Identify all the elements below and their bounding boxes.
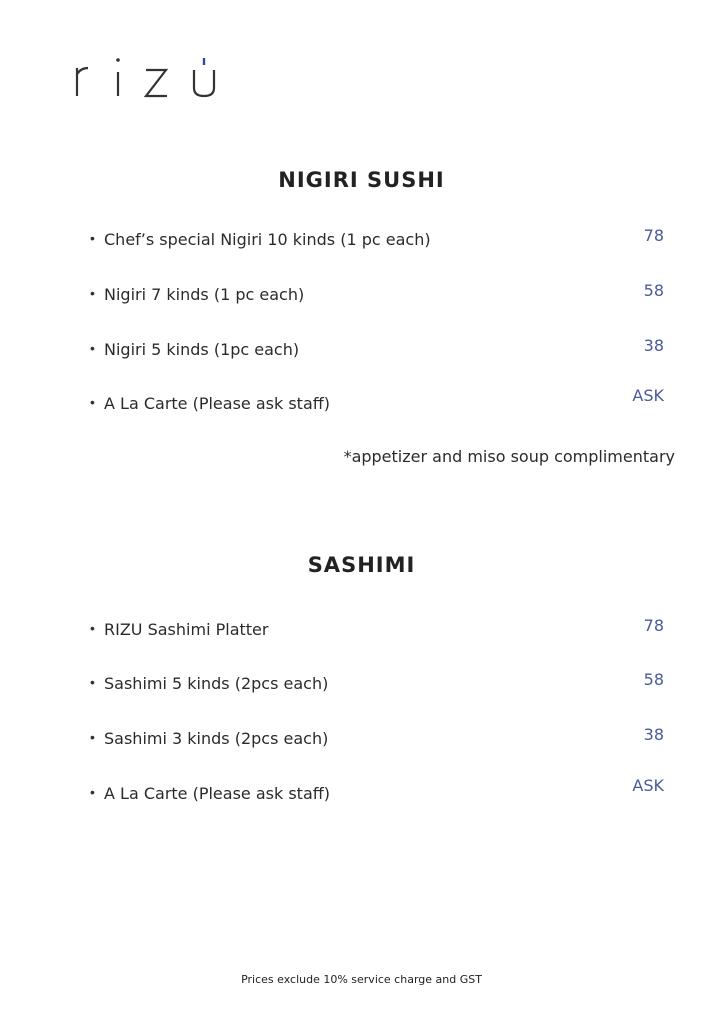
item-price: 38 — [643, 725, 664, 744]
menu-item — [90, 336, 666, 370]
bullet-icon: • — [90, 620, 95, 636]
item-price: 78 — [643, 616, 664, 635]
bullet-icon: • — [90, 784, 95, 800]
bullet-icon: • — [90, 230, 95, 246]
rizu-logo — [74, 56, 224, 102]
item-name: A La Carte (Please ask staff) — [104, 394, 331, 413]
rizu-wordmark-logo-icon — [74, 56, 224, 102]
item-name: Sashimi 3 kinds (2pcs each) — [104, 729, 329, 748]
menu-item — [90, 386, 666, 424]
item-name: Nigiri 7 kinds (1 pc each) — [104, 285, 305, 304]
section-title-sashimi: SASHIMI — [307, 553, 416, 577]
item-price: 58 — [643, 281, 664, 300]
menu-item — [90, 776, 666, 814]
bullet-icon: • — [90, 340, 95, 356]
complimentary-note: *appetizer and miso soup complimentary — [343, 447, 675, 466]
item-name: Sashimi 5 kinds (2pcs each) — [104, 674, 329, 693]
bullet-icon: • — [90, 394, 95, 410]
item-price: 58 — [643, 670, 664, 689]
menu-item — [90, 226, 666, 260]
bullet-icon: • — [90, 285, 95, 301]
menu-item — [90, 616, 666, 650]
item-name: RIZU Sashimi Platter — [104, 620, 269, 639]
item-price: 38 — [643, 336, 664, 355]
bullet-icon: • — [90, 729, 95, 745]
price-disclaimer-footer: Prices exclude 10% service charge and GST — [241, 973, 482, 986]
item-price: ASK — [632, 386, 664, 405]
menu-item — [90, 281, 666, 315]
item-name: Nigiri 5 kinds (1pc each) — [104, 340, 300, 359]
item-name: A La Carte (Please ask staff) — [104, 784, 331, 803]
bullet-icon: • — [90, 674, 95, 690]
section-title-nigiri: NIGIRI SUSHI — [278, 168, 445, 192]
menu-item — [90, 670, 666, 704]
item-name: Chef’s special Nigiri 10 kinds (1 pc each) — [104, 230, 431, 249]
item-price: 78 — [643, 226, 664, 245]
menu-item — [90, 725, 666, 759]
item-price: ASK — [632, 776, 664, 795]
